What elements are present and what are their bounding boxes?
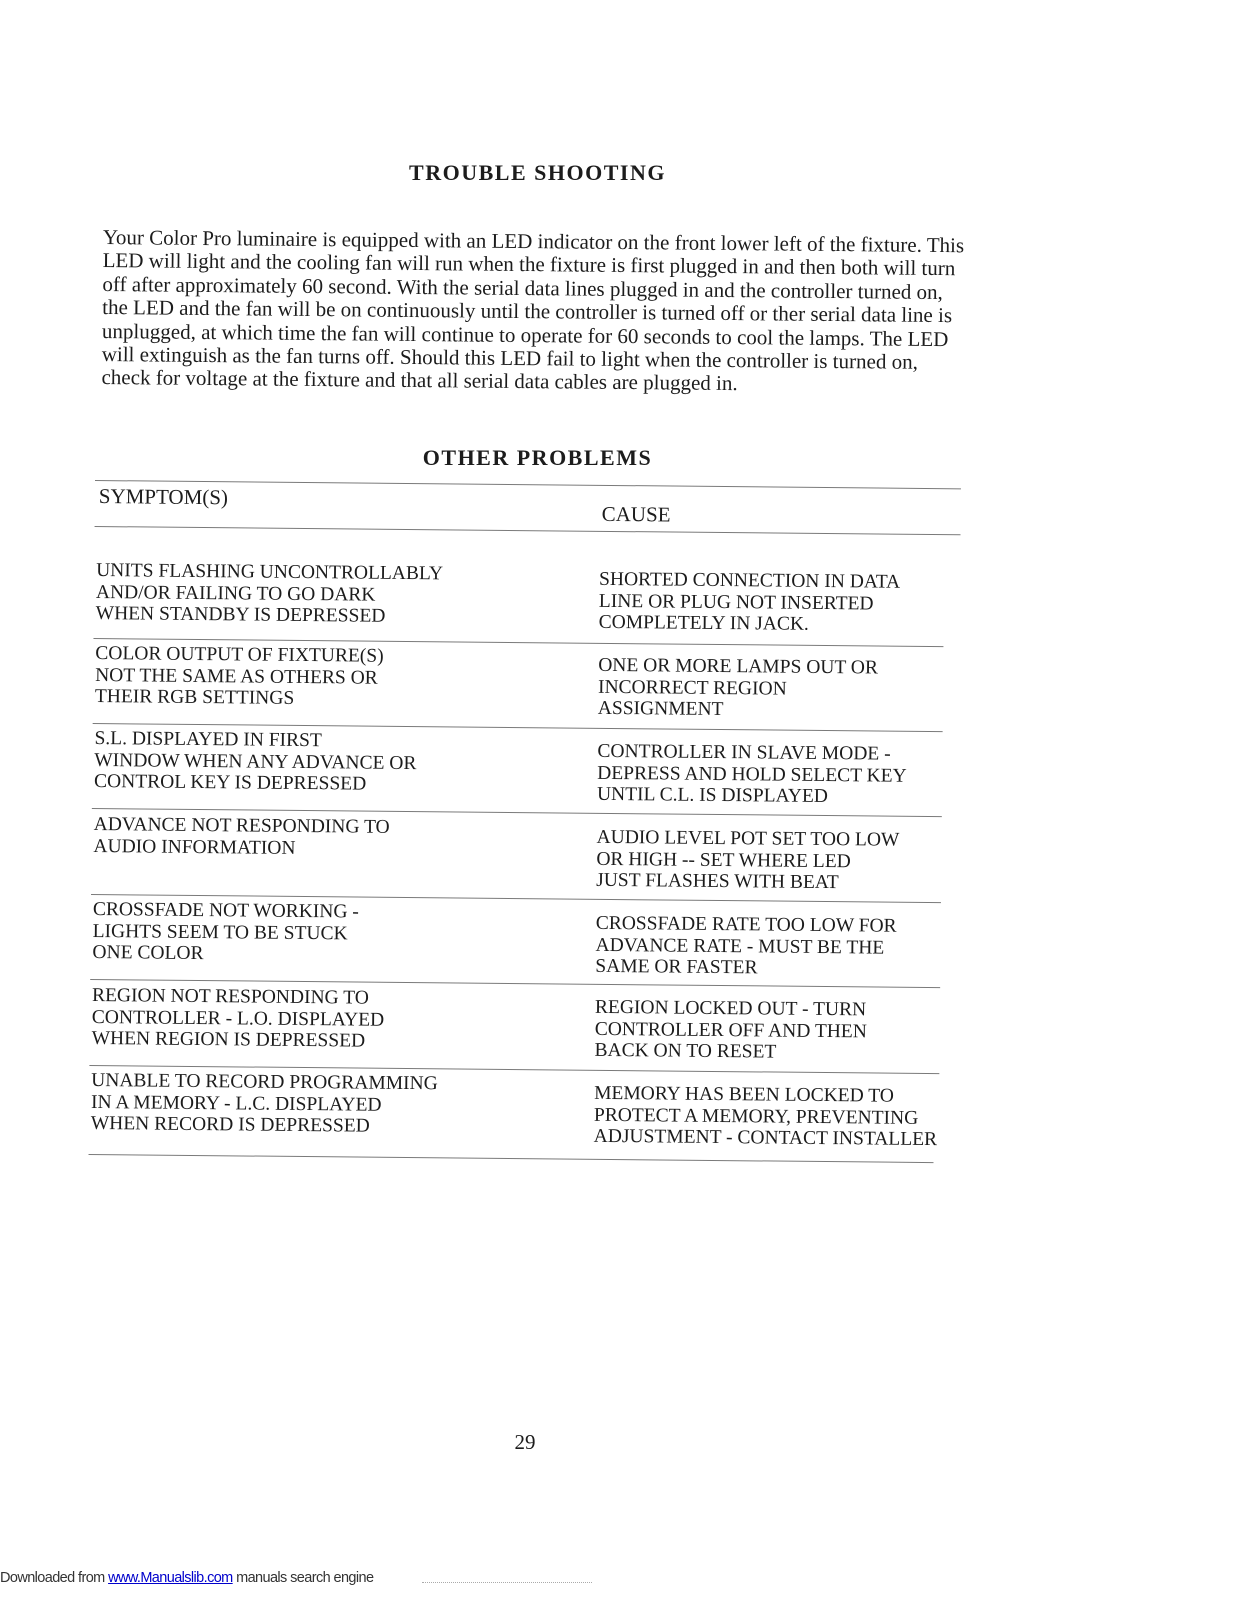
footer-prefix: Downloaded from (0, 1570, 109, 1586)
download-footer (0, 1570, 700, 1586)
page-title: TROUBLE SHOOTING (409, 160, 666, 185)
symptom-cell: REGION NOT RESPONDING TO CONTROLLER - L.O. DISPLAYED WHEN REGION IS DEPRESSED (91, 984, 385, 1052)
symptom-cell: UNABLE TO RECORD PROGRAMMING IN A MEMORY - L.C. DISPLAYED WHEN RECORD IS DEPRESSED (90, 1069, 438, 1137)
cause-cell: MEMORY HAS BEEN LOCKED TO PROTECT A MEMORY, PREVENTING ADJUSTMENT - CONTACT INSTALLER (593, 1082, 938, 1151)
table-bottom-rule (89, 1154, 934, 1163)
footer-dotted-line (422, 1582, 592, 1583)
troubleshooting-table (88, 480, 965, 1188)
cause-cell: REGION LOCKED OUT - TURN CONTROLLER OFF AND THEN BACK ON TO RESET (594, 996, 867, 1063)
section-title: OTHER PROBLEMS (422, 445, 653, 470)
cause-cell: CROSSFADE RATE TOO LOW FOR ADVANCE RATE - MUST BE THE SAME OR FASTER (595, 912, 897, 979)
cause-column-header: CAUSE (601, 501, 671, 527)
header-bottom-rule (95, 526, 961, 535)
cause-cell: ONE OR MORE LAMPS OUT OR INCORRECT REGION ASSIGNMENT (597, 654, 879, 721)
symptom-cell: CROSSFADE NOT WORKING - LIGHTS SEEM TO BE STUCK ONE COLOR (92, 898, 359, 965)
footer-suffix: manuals search engine (232, 1570, 374, 1586)
symptom-cell: UNITS FLASHING UNCONTROLLABLY AND/OR FAILING TO GO DARK WHEN STANDBY IS DEPRESSED (95, 560, 444, 627)
symptom-cell: ADVANCE NOT RESPONDING TO AUDIO INFORMATION (93, 814, 390, 859)
cause-cell: AUDIO LEVEL POT SET TOO LOW OR HIGH -- SET WHERE LED JUST FLASHES WITH BEAT (596, 826, 900, 894)
cause-cell: SHORTED CONNECTION IN DATA LINE OR PLUG NOT INSERTED COMPLETELY IN JACK. (598, 568, 901, 635)
cause-cell: CONTROLLER IN SLAVE MODE - DEPRESS AND HOLD SELECT KEY UNTIL C.L. IS DISPLAYED (596, 740, 907, 808)
symptom-cell: COLOR OUTPUT OF FIXTURE(S) NOT THE SAME AS OTHERS OR THEIR RGB SETTINGS (94, 643, 384, 709)
symptom-cell: S.L. DISPLAYED IN FIRST WINDOW WHEN ANY ADVANCE OR CONTROL KEY IS DEPRESSED (94, 728, 417, 795)
symptom-column-header: SYMPTOM(S) (98, 484, 229, 510)
page-number: 29 (514, 1430, 536, 1454)
manualslib-link[interactable]: www.Manualslib.com (108, 1570, 233, 1586)
intro-paragraph: Your Color Pro luminaire is equipped with an LED indicator on the front lower left of the fixture. This LED will light and the cooling fan will run when the fixture is first plugged in and then both will turn off after approximately 60 second. With the serial data lines plugged in and the controller turned on, the LED and the fan will be on continuously until the controller is turned off or ther serial data line is unplugged, at which time the fan will continue to operate for 60 seconds to cool the lamps. The LED will extinguish as the fan turns off. Should this LED fail to light when the controller is turned on, check for voltage at the fixture and that all serial data cables are plugged in. (101, 225, 965, 396)
